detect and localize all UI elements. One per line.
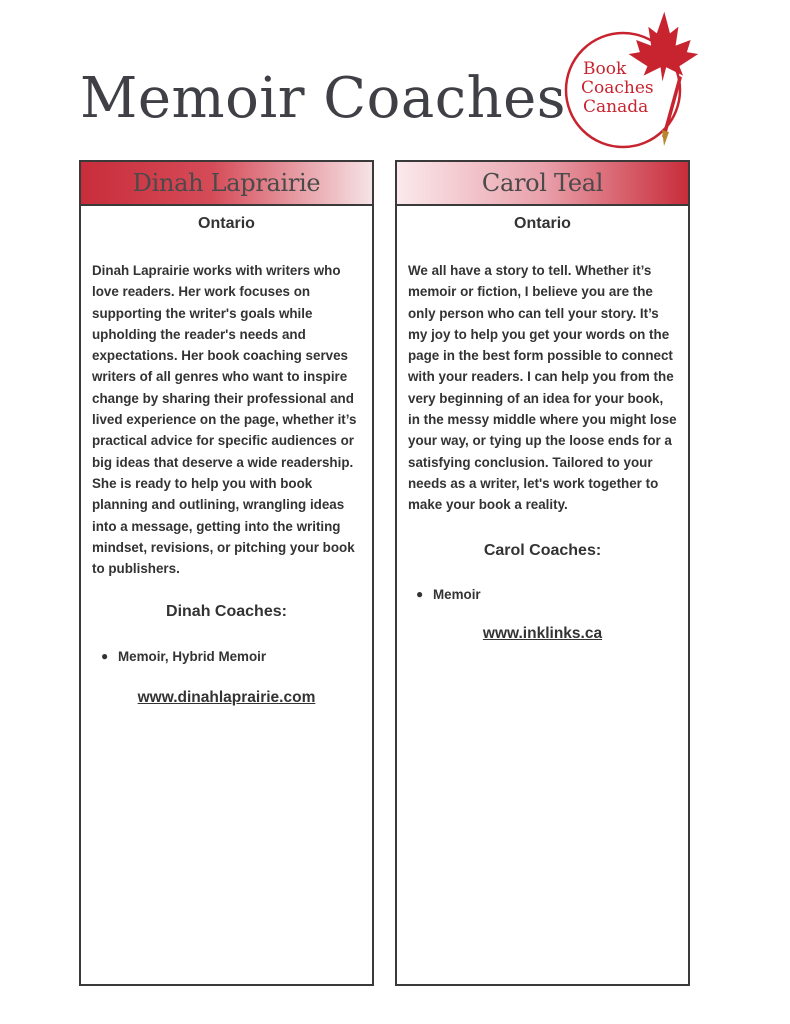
website-link[interactable]: www.dinahlaprairie.com: [137, 689, 316, 707]
coaches-heading: Carol Coaches:: [483, 541, 602, 559]
page-title: Memoir Coaches: [80, 66, 567, 131]
coach-card-carol: [395, 160, 690, 986]
genre-list: [397, 584, 688, 605]
bullet-icon: ●: [416, 586, 424, 601]
genre-item: [397, 584, 688, 605]
svg-text:Canada: Canada: [583, 97, 649, 117]
genre-item: [81, 646, 372, 667]
genre-label: Memoir, Hybrid Memoir: [118, 649, 267, 665]
coach-name: Dinah Laprairie: [132, 169, 321, 197]
book-coaches-canada-logo: [558, 8, 708, 153]
coach-card-header: [397, 162, 688, 206]
svg-text:Coaches: Coaches: [581, 78, 654, 98]
coaches-heading: Dinah Coaches:: [166, 603, 287, 621]
coach-province: Ontario: [198, 215, 255, 232]
website-link[interactable]: www.inklinks.ca: [482, 624, 603, 642]
coach-card-header: [81, 162, 372, 206]
coach-province: Ontario: [514, 215, 571, 232]
coach-bio: Dinah Laprairie works with writers who love readers. Her work focuses on supporting the writer's goals while upholding the reader's needs and expectations. Her book coaching serves writers of all genres who want to inspire change by sharing their professional and lived experience on the page, whether it’s practical advice for specific audiences or big ideas that deserve a wide readership. She is ready to help you with book planning and outlining, wrangling ideas into a message, getting into the writing mindset, revisions, or pitching your book to publishers.: [92, 263, 357, 577]
coach-bio: We all have a story to tell. Whether it’s memoir or fiction, I believe you are the only person who can tell your story. It’s my joy to help you get your words on the page in the best form possible to connect with your readers. I can help you from the very beginning of an idea for your book, in the messy middle where you might lose your way, or tying up the loose ends for a satisfying conclusion. Tailored to your needs as a writer, let's work together to make your book a reality.: [408, 263, 677, 513]
coach-name: Carol Teal: [481, 169, 604, 197]
logo-graphic: [558, 8, 708, 153]
genre-label: Memoir: [433, 586, 481, 602]
coach-card-dinah: [79, 160, 374, 986]
svg-text:Book: Book: [583, 59, 627, 79]
bullet-icon: ●: [101, 649, 109, 664]
genre-list: [81, 646, 372, 667]
